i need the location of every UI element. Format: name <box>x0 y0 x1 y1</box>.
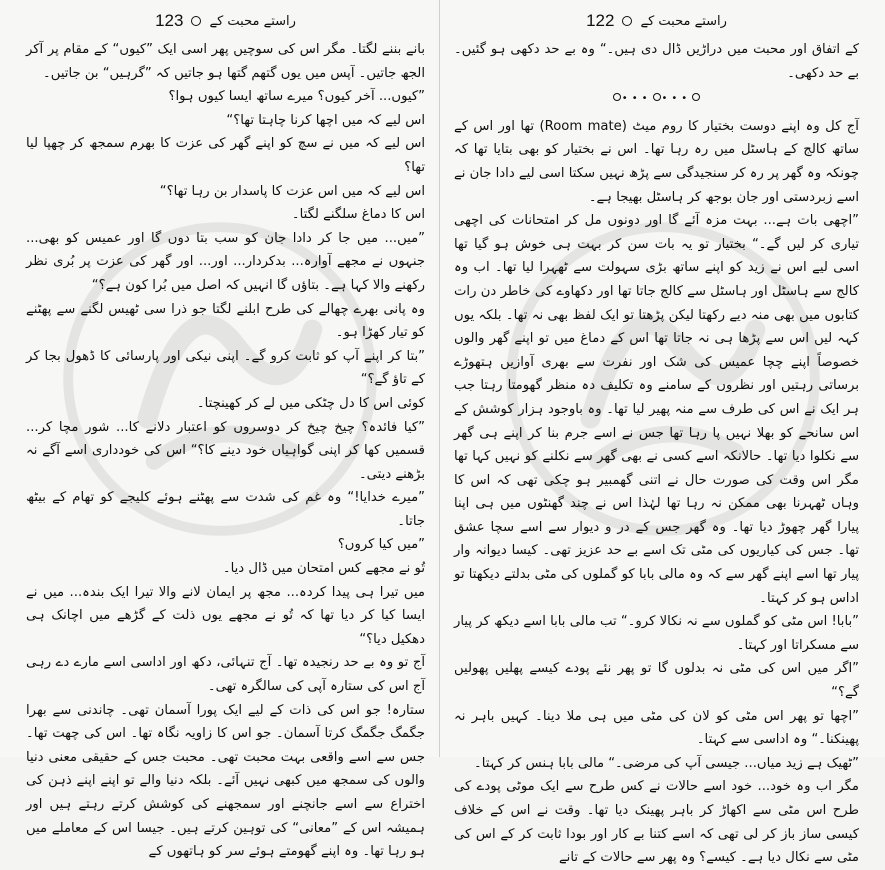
running-head-title: راستے محبت کے <box>640 13 727 29</box>
paragraph: وہ پانی بھرے چھالے کی طرح ابلنے لگتا جو ذرا سی ٹھیس لگنے سے پھٹنے کو تیار کھڑا ہو۔ <box>26 301 425 341</box>
circle-ornament-icon <box>622 16 632 26</box>
paragraph: آج کل وہ اپنے دوست بختیار کا روم میٹ (Room mate) تھا اور اس کے ساتھ کالج کے ہاسٹل میں رہ رہا تھا۔ اس نے بختیار کو بھی بتایا تھا کہ چونکہ وہ گھر پر رہ کر سنجیدگی سے پڑھ نہیں سکتا اسی لیے دادا جان نے اسے زبردستی اور جان بوجھ کر ہاسٹل بھیجا ہے۔ <box>454 118 859 205</box>
paragraph: بانے بننے لگتا۔ مگر اس کی سوچیں پھر اسی ایک ”کیوں“ کے مقام پر آکر الجھ جاتیں۔ آپس میں یوں گتھم گتھا ہو جاتیں کہ ”گرہیں“ بن جاتیں۔ <box>26 42 425 81</box>
circle-ornament-icon <box>613 93 621 101</box>
paragraph: کوئی اس کا دل چٹکی میں لے کر کھینچتا۔ <box>196 395 425 411</box>
paragraph: ستارہ! جو اس کی ذات کے لیے ایک پورا آسمان تھی۔ چاندنی سے بھرا جگمگ جگمگ کرتا آسمان۔ جو اس کا زاویہ نگاہ تھا۔ اس کی چھت تھا۔ جس سے اسے واقعی بہت محبت تھی۔ محبت جس کے حقیقی معنی دنیا والوں کی سمجھ میں کبھی نہیں آئے۔ بلکہ دنیا والے تو اپنے اپنے ذہن کی اختراع سے اسے جانچنے اور سمجھنے کی کوشش کرتے رہتے ہیں اور ہمیشہ اس کے ”معانی“ کی توہین کرتے ہیں۔ جیسا اس کے معاملے میں ہو رہا تھا۔ وہ اپنے گھومتے ہوئے سر کو ہاتھوں کے <box>26 702 425 860</box>
paragraph: اس کا دماغ سلگنے لگتا۔ <box>291 207 425 223</box>
circle-ornament-icon <box>191 16 201 26</box>
running-head-title: راستے محبت کے <box>209 13 296 29</box>
paragraph: اس لیے کہ میں اچھا کرنا چاہتا تھا؟“ <box>226 112 425 128</box>
paragraph: ”بابا! اس مٹی کو گملوں سے نہ نکالا کرو۔“ تب مالی بابا اسے دیکھ کر پیار سے مسکراتا اور کہتا۔ <box>454 614 859 653</box>
page-body <box>26 38 425 864</box>
circle-ornament-icon <box>653 93 661 101</box>
circle-ornament-icon <box>692 93 700 101</box>
paragraph: ”اچھا تو پھر اس مٹی کو لان کی مٹی میں ہی ملا دینا۔ کہیں باہر نہ پھینکنا۔“ وہ اداسی سے کہتا۔ <box>454 708 859 748</box>
paragraph: کے اتفاق اور محبت میں دراڑیں ڈال دی ہیں۔“ وہ بے حد دکھی ہو گئیں۔ بے حد دکھی۔ <box>454 42 859 81</box>
paragraph: ”کیا فائدہ؟ چیخ چیخ کر دوسروں کو اعتبار دلانے کا... شور مچا کر... قسمیں کھا کر اپنی گواہیاں خود دینے کا؟“ اس کی خودداری اسے آگے نہ بڑھنے دیتی۔ <box>26 419 425 482</box>
running-header <box>454 10 859 32</box>
paragraph: آج تو وہ بے حد رنجیدہ تھا۔ آج تنہائی، دکھ اور اداسی اسے مارے دے رہی آج اس کی ستارہ آپی کی سالگرہ تھی۔ <box>26 655 425 695</box>
paragraph: مگر اب وہ خود... خود اسے حالات نے کس طرح سے ایک موٹی پودے کی طرح اس مٹی سے اکھاڑ کر باہر پھینک دیا تھا۔ وقت نے اس کے خلاف کیسی ساز باز کر لی تھی کہ اسے کتنا بے کار اور بودا ثابت کر کے اس کی مٹی سے نکال دیا ہے۔ کیسے؟ وہ پھر سے حالات کے تانے <box>454 779 859 866</box>
paragraph: ”کیوں... آخر کیوں؟ میرے ساتھ ایسا کیوں ہوا؟ <box>168 89 425 105</box>
paragraph: تُو نے مجھے کس امتحان میں ڈال دیا۔ <box>222 561 425 577</box>
paragraph: ”میں کیا کروں؟ <box>337 537 425 553</box>
paragraph: ”اگر میں اس کی مٹی نہ بدلوں گا تو پھر نئے پودے کیسے پھلیں پھولیں گے؟“ <box>454 661 859 701</box>
right-page <box>440 0 885 866</box>
paragraph: اس لیے کہ میں اس عزت کا پاسدار بن رہا تھا؟“ <box>159 183 425 199</box>
paragraph: ”ٹھیک ہے زید میاں... جیسی آپ کی مرضی۔“ مالی بابا ہنس کر کہتا۔ <box>473 755 859 771</box>
paragraph: ”میرے خدایا!“ وہ غم کی شدت سے پھٹنے ہوئے کلیجے کو تھام کے بیٹھ جاتا۔ <box>26 490 425 529</box>
paragraph: اس لیے کہ میں نے سچ کو اپنے گھر کی عزت کا بھرم سمجھ کر چھپا لیا تھا؟ <box>26 136 425 175</box>
page-number: 123 <box>155 11 184 30</box>
page-body <box>454 38 859 870</box>
paragraph: ”میں... میں جا کر دادا جان کو سب بتا دوں گا اور عمیس کو بھی... جنہوں نے مجھے آوارہ... بدکردار... اور... اور گھر کی عزت پر بُری نظر رکھنے والا کہا ہے۔ بتاؤں گا انہیں کہ اصل میں بُرا کون ہے؟“ <box>26 230 425 293</box>
section-divider: •••••• <box>454 87 859 111</box>
left-page <box>0 0 440 860</box>
page-number: 122 <box>586 11 615 30</box>
paragraph: میں تیرا ہی پیدا کردہ... مجھ پر ایمان لانے والا تیرا ایک بندہ... میں نے ایسا کیا کر دیا تھا کہ تُو نے مجھے یوں ذلت کے گڑھے میں اچانک ہی دھکیل دیا؟“ <box>26 584 425 647</box>
paragraph: ”بتا کر اپنے آپ کو ثابت کرو گے۔ اپنی نیکی اور پارسائی کا ڈھول بجا کر کے تاؤ گے؟“ <box>26 348 425 388</box>
running-header <box>26 10 425 32</box>
paragraph: ”اچھی بات ہے... بہت مزہ آئے گا اور دونوں مل کر امتحانات کی اچھی تیاری کر لیں گے۔“ بختیار تو یہ بات سن کر بہت ہی خوش ہو گیا تھا اسی لیے اس نے زید کو اپنے ساتھ بڑی سہولت سے ٹھہرا لیا تھا۔ اب وہ کالج سے ہاسٹل اور ہاسٹل سے کالج جاتا تھا اور دکھاوے کی خاطر دن رات کتابوں میں بھی منہ دیے رکھتا لیکن پڑھتا تو ایک لفظ بھی نہ تھا۔ بلکہ یوں کہہ لیں اس سے پڑھا ہی نہ جاتا تھا اس کے دماغ میں تو اپنے گھر والوں خصوصاً اپنے چچا عمیس کی شک اور نفرت سے بھری آوازیں ہتھوڑے برساتی رہتیں اور نظروں کے سامنے وہ تکلیف دہ منظر گھومتا رہتا جب ہر ایک نے اس کی طرف سے منہ پھیر لیا تھا۔ وہ باوجود ہزار کوشش کے اس سانحے کو بھلا نہیں پا رہا تھا جس نے اسے جرم بنا کر اپنے ہی گھر سے نکلوا دیا تھا۔ حالانکہ اسے کسی نے بھی گھر سے نکلنے کو نہیں کہا تھا مگر اس وقت کی صورت حال نے اتنی گھمبیر ہو چکی تھی کہ اس کا وہاں ٹھہرنا بھی ممکن نہ رہا تھا لہٰذا اس نے چند گھنٹوں میں ہی اپنا پیارا گھر چھوڑ دیا تھا۔ وہ گھر جس کے در و دیوار سے اسے سچا عشق تھا۔ جس کی کیاریوں کی مٹی تک اسے بے حد عزیز تھی۔ کیسا دیوانہ وار پیار تھا اسے اپنے گھر سے کہ وہ مالی بابا کو گملوں کی مٹی بدلتے دیکھتا تو اداس ہو کر کہتا۔ <box>454 213 859 606</box>
